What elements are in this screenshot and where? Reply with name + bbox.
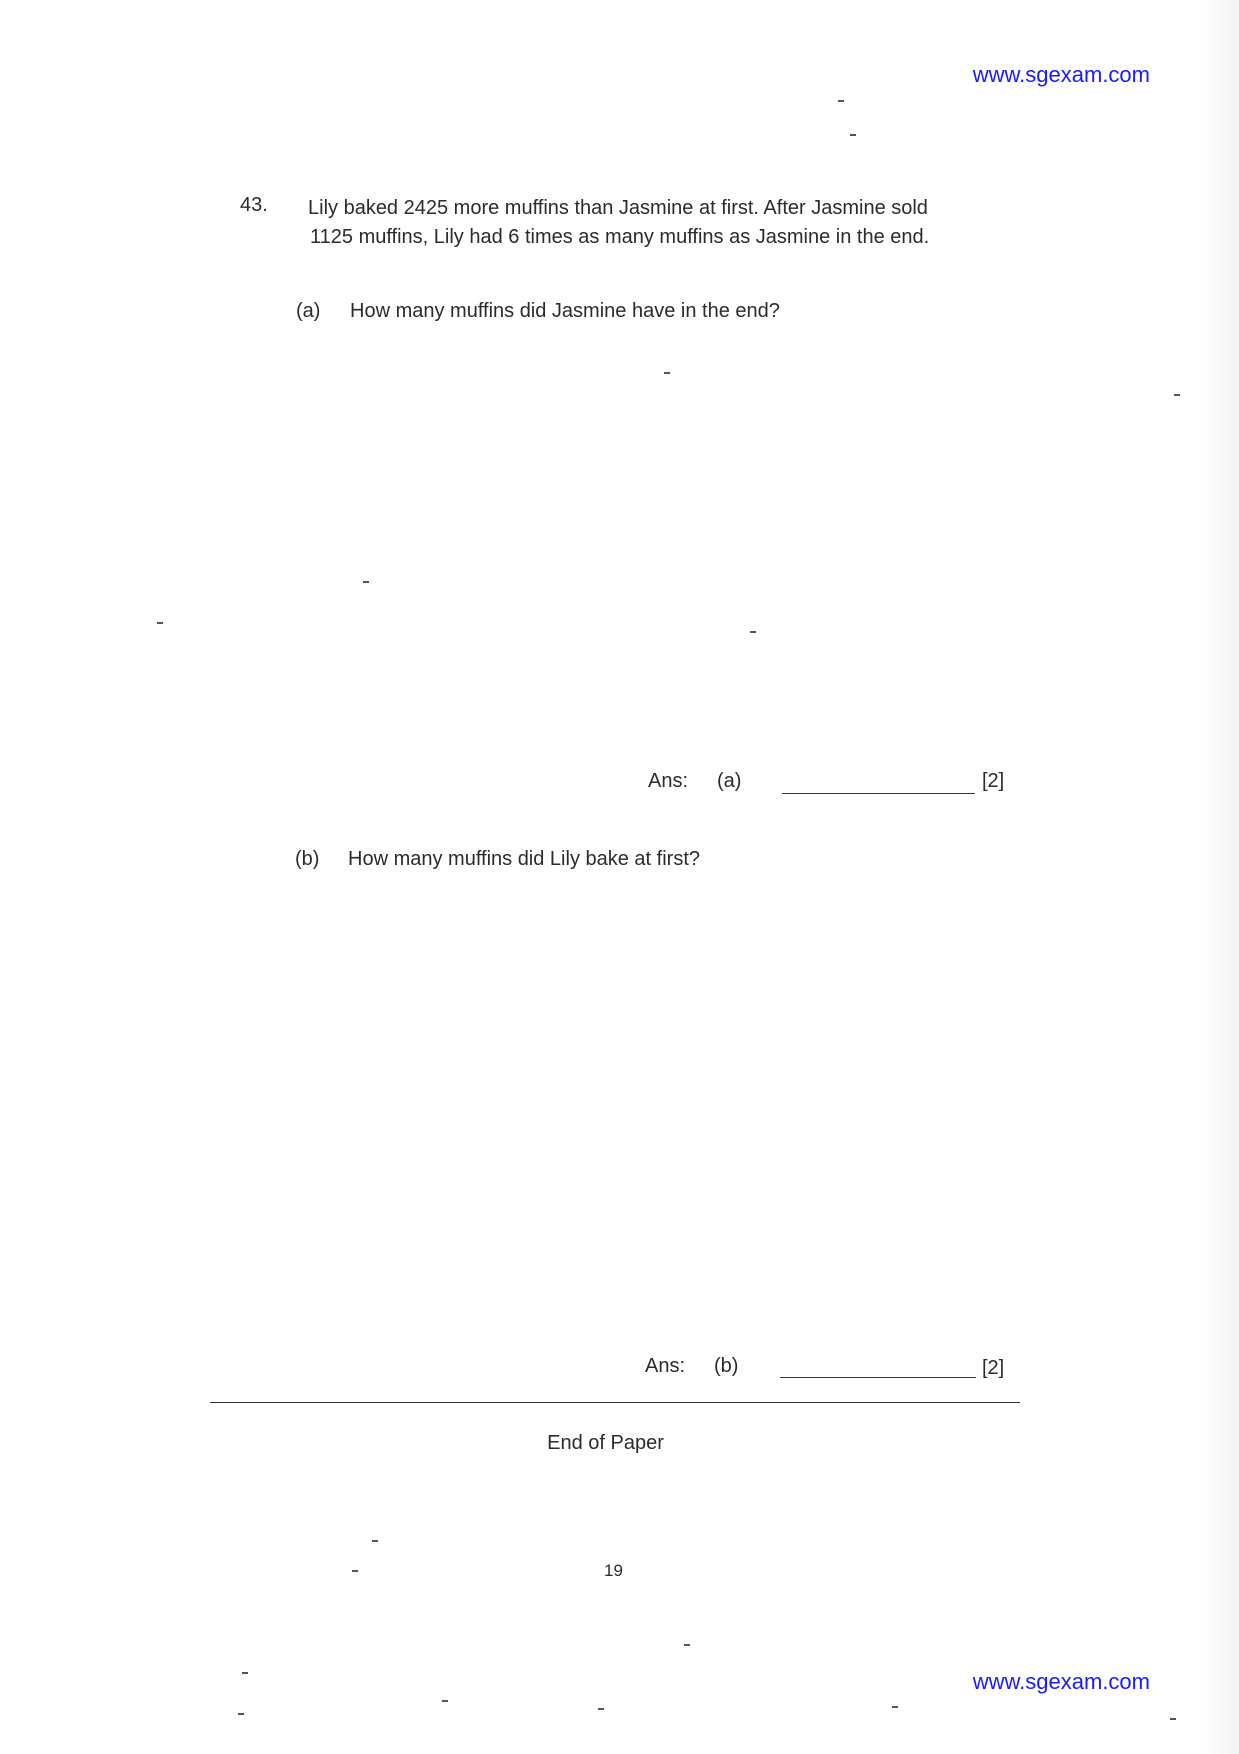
page-number: 19 — [604, 1561, 623, 1580]
scan-edge-shadow — [1199, 0, 1239, 1754]
scan-speck — [1174, 394, 1180, 396]
part-b-marks: [2] — [982, 1357, 1005, 1379]
scan-speck — [442, 1700, 448, 1702]
scan-speck — [1170, 1718, 1176, 1720]
header-site-link[interactable]: www.sgexam.com — [972, 62, 1150, 87]
part-a-ans-part: (a) — [717, 770, 742, 792]
part-b-label: (b) — [295, 848, 320, 870]
question-stem-line-2: 1125 muffins, Lily had 6 times as many muffins as Jasmine in the end. — [310, 226, 930, 248]
scan-speck — [892, 1706, 898, 1708]
scan-speck — [750, 631, 756, 633]
scan-speck — [363, 581, 369, 583]
part-a-question: How many muffins did Jasmine have in the end? — [350, 300, 780, 322]
part-a-ans-label: Ans: — [648, 770, 689, 792]
part-b-ans-label: Ans: — [645, 1355, 686, 1377]
scan-speck — [238, 1713, 244, 1715]
footer-site-link[interactable]: www.sgexam.com — [972, 1669, 1150, 1694]
question-number: 43. — [240, 194, 268, 216]
part-b-answer-line[interactable] — [780, 1377, 976, 1378]
scan-speck — [850, 134, 856, 136]
scan-speck — [372, 1540, 378, 1542]
scan-speck — [157, 622, 163, 624]
scan-speck — [684, 1644, 690, 1646]
question-stem — [308, 194, 1028, 252]
scan-speck — [242, 1672, 248, 1674]
question-stem-line-1: Lily baked 2425 more muffins than Jasmine at first. After Jasmine sold — [308, 197, 928, 219]
scan-speck — [352, 1570, 358, 1572]
part-a-label: (a) — [296, 300, 321, 322]
end-divider — [210, 1402, 1020, 1403]
scan-speck — [838, 100, 844, 102]
part-a-answer-line[interactable] — [782, 793, 975, 794]
end-of-paper-text: End of Paper — [547, 1432, 664, 1454]
part-b-ans-part: (b) — [714, 1355, 739, 1377]
scan-speck — [598, 1708, 604, 1710]
part-a-marks: [2] — [982, 770, 1005, 792]
scan-speck — [664, 372, 670, 374]
part-b-question: How many muffins did Lily bake at first? — [348, 848, 701, 870]
